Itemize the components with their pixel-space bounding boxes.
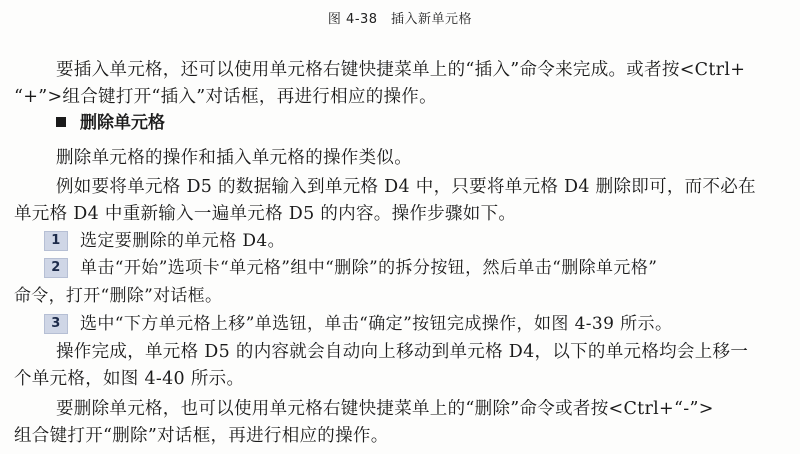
paragraph-line: 例如要将单元格 D5 的数据输入到单元格 D4 中，只要将单元格 D4 删除即可，而不必在 — [56, 177, 756, 197]
paragraph-line: 要插入单元格，还可以使用单元格右键快捷菜单上的“插入”命令来完成。或者按<Ctrl+ — [56, 60, 746, 80]
section-heading-text: 删除单元格 — [80, 113, 165, 133]
step-number-badge: 2 — [44, 258, 68, 278]
step-number-badge: 3 — [44, 314, 68, 334]
paragraph-line: “+”>组合键打开“插入”对话框，再进行相应的操作。 — [14, 87, 437, 107]
step-number-badge: 1 — [44, 231, 68, 251]
step-text: 选中“下方单元格上移”单选钮，单击“确定”按钮完成操作，如图 4-39 所示。 — [80, 314, 673, 334]
paragraph-line: 个单元格，如图 4-40 所示。 — [14, 369, 245, 389]
step-item — [44, 312, 672, 336]
step-text: 单击“开始”选项卡“单元格”组中“删除”的拆分按钮，然后单击“删除单元格” — [80, 258, 658, 278]
step-continuation: 命令，打开“删除”对话框。 — [14, 286, 223, 306]
step-item — [44, 256, 657, 280]
square-bullet-icon — [56, 117, 66, 127]
paragraph-line: 要删除单元格，也可以使用单元格右键快捷菜单上的“删除”命令或者按<Ctrl+“-”> — [56, 399, 714, 419]
paragraph-line: 单元格 D4 中重新输入一遍单元格 D5 的内容。操作步骤如下。 — [14, 204, 517, 224]
paragraph-line: 组合键打开“删除”对话框，再进行相应的操作。 — [14, 426, 389, 446]
section-heading — [56, 111, 165, 135]
step-text: 选定要删除的单元格 D4。 — [80, 231, 286, 251]
step-item — [44, 229, 285, 253]
paragraph-line: 操作完成，单元格 D5 的内容就会自动向上移动到单元格 D4，以下的单元格均会上移一 — [56, 342, 749, 362]
figure-caption: 图 4-38 插入新单元格 — [327, 12, 473, 27]
paragraph-line: 删除单元格的操作和插入单元格的操作类似。 — [56, 148, 412, 168]
